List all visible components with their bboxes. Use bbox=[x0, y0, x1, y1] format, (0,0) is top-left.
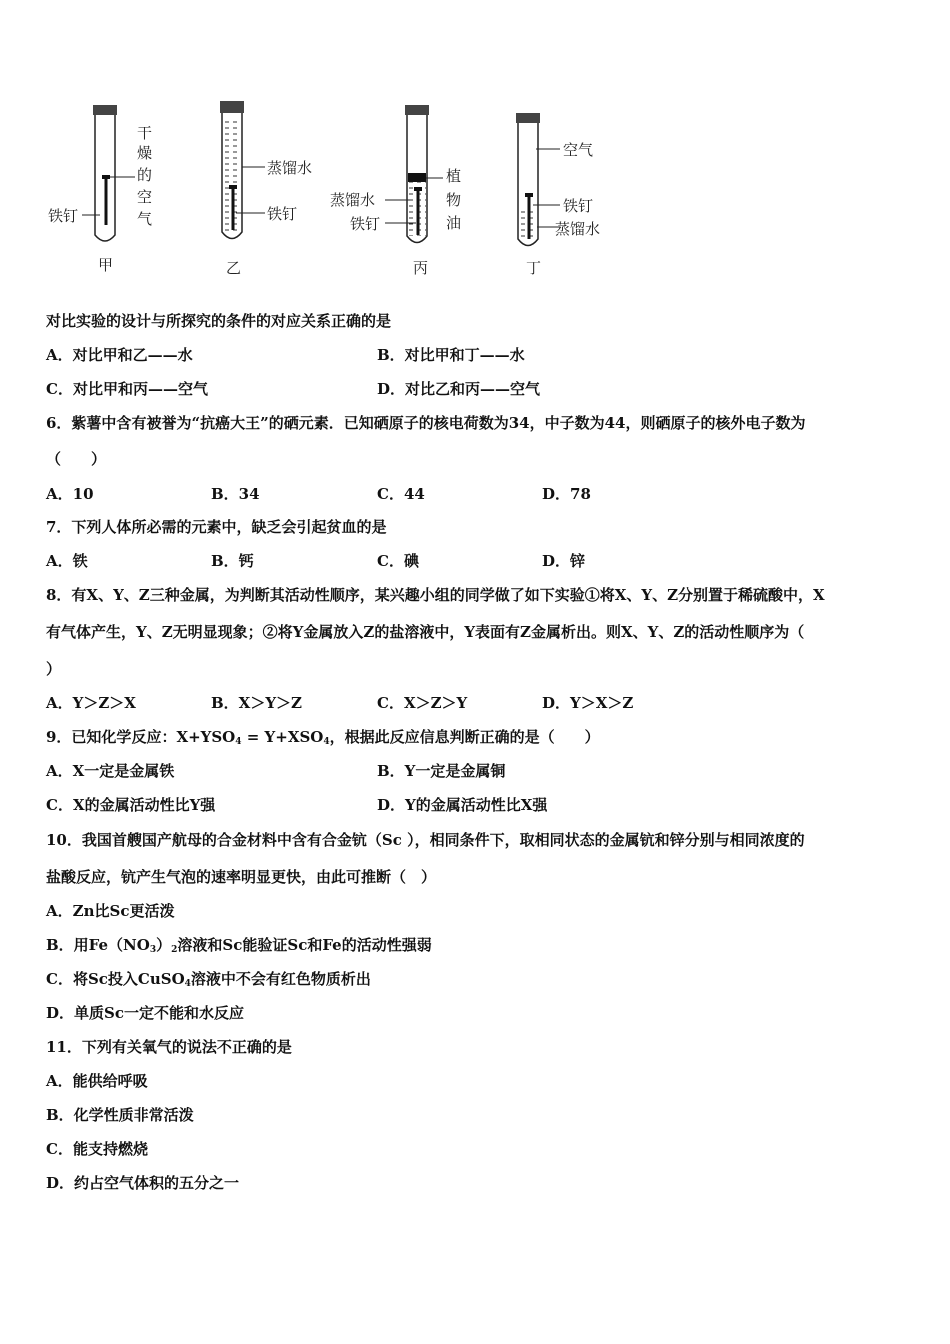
tube-yi-nail-label: 铁钉 bbox=[267, 205, 298, 223]
tube-bing-name: 丙 bbox=[413, 259, 429, 277]
tube-ding-nail-label: 铁钉 bbox=[563, 197, 594, 215]
q6-stem: 6．紫薯中含有被誉为“抗癌大王”的硒元素．已知硒原子的核电荷数为34，中子数为44，则硒原子的核外电子数为 bbox=[46, 414, 806, 432]
q6-stem-blank: （ ） bbox=[46, 450, 107, 468]
q8-option-b: B．X＞Y＞Z bbox=[211, 694, 302, 712]
q5-option-d: D．对比乙和丙——空气 bbox=[377, 380, 541, 398]
tube-jia bbox=[48, 105, 152, 274]
q7-stem: 7．下列人体所必需的元素中，缺乏会引起贫血的是 bbox=[46, 518, 387, 536]
q11-stem: 11．下列有关氧气的说法不正确的是 bbox=[46, 1038, 292, 1056]
tube-jia-side-label-3: 空 bbox=[137, 188, 153, 206]
tube-bing-side-label-2: 油 bbox=[446, 214, 462, 232]
q6-option-a: A．10 bbox=[46, 485, 94, 503]
iron-nail-rust-experiment-figure bbox=[40, 95, 640, 285]
q11-option-a: A．能供给呼吸 bbox=[46, 1072, 148, 1090]
q5-option-b: B．对比甲和丁——水 bbox=[377, 346, 525, 364]
q8-stem: 8．有X、Y、Z三种金属，为判断其活动性顺序，某兴趣小组的同学做了如下实验①将X、Y、Z分别置于稀硫酸中，X bbox=[46, 586, 825, 604]
q8-option-d: D．Y＞X＞Z bbox=[542, 694, 634, 712]
tube-yi-water-label: 蒸馏水 bbox=[267, 159, 313, 177]
q8-stem-line2: 有气体产生，Y、Z无明显现象；②将Y金属放入Z的盐溶液中，Y表面有Z金属析出。则X、Y、Z的活动性顺序为（ bbox=[46, 623, 805, 641]
tube-yi bbox=[220, 101, 312, 277]
vegetable-oil-layer bbox=[408, 173, 426, 182]
q8-stem-line3: ） bbox=[46, 660, 62, 678]
q5-option-a: A．对比甲和乙——水 bbox=[46, 346, 193, 364]
tube-ding bbox=[516, 113, 600, 277]
tube-ding-name: 丁 bbox=[526, 259, 542, 277]
q6-option-b: B．34 bbox=[211, 485, 260, 503]
tube-jia-side-label-1: 燥 bbox=[137, 144, 153, 162]
tube-jia-side-label-4: 气 bbox=[137, 210, 153, 228]
tube-jia-nail-label: 铁钉 bbox=[48, 207, 79, 225]
tube-ding-water-label: 蒸馏水 bbox=[555, 220, 601, 238]
tube-yi-name: 乙 bbox=[226, 259, 242, 277]
tube-jia-name: 甲 bbox=[98, 256, 114, 274]
q7-option-a: A．铁 bbox=[46, 552, 88, 570]
tube-bing-side-label-0: 植 bbox=[446, 167, 462, 185]
q5-stem: 对比实验的设计与所探究的条件的对应关系正确的是 bbox=[46, 312, 392, 330]
tube-bing-nail-label: 铁钉 bbox=[350, 215, 381, 233]
q10-option-a: A．Zn比Sc更活泼 bbox=[46, 902, 175, 920]
q6-option-d: D．78 bbox=[542, 485, 591, 503]
q10-stem: 10．我国首艘国产航母的合金材料中含有合金钪（Sc ），相同条件下，取相同状态的金属钪和锌分别与相同浓度的 bbox=[46, 831, 805, 849]
tube-bing-side-label-1: 物 bbox=[446, 191, 462, 209]
q11-option-d: D．约占空气体积的五分之一 bbox=[46, 1174, 240, 1192]
q7-option-d: D．锌 bbox=[542, 552, 586, 570]
q6-option-c: C．44 bbox=[377, 485, 425, 503]
q9-option-a: A．X一定是金属铁 bbox=[46, 762, 175, 780]
q9-option-d: D．Y的金属活动性比X强 bbox=[377, 796, 548, 814]
tube-jia-side-label-2: 的 bbox=[137, 166, 153, 184]
q10-stem-line2: 盐酸反应，钪产生气泡的速率明显更快，由此可推断（ ） bbox=[46, 868, 437, 886]
q7-option-b: B．钙 bbox=[211, 552, 254, 570]
tube-bing bbox=[330, 105, 461, 277]
q11-option-b: B．化学性质非常活泼 bbox=[46, 1106, 194, 1124]
q9-option-b: B．Y一定是金属铜 bbox=[377, 762, 506, 780]
q11-option-c: C．能支持燃烧 bbox=[46, 1140, 148, 1158]
q10-option-c: C．将Sc投入CuSO$_4$溶液中不会有红色物质析出 bbox=[46, 970, 371, 989]
q8-option-c: C．X＞Z＞Y bbox=[377, 694, 468, 712]
tube-jia-side-label-0: 干 bbox=[137, 124, 153, 142]
q7-option-c: C．碘 bbox=[377, 552, 419, 570]
q5-option-c: C．对比甲和丙——空气 bbox=[46, 380, 208, 398]
tube-ding-air-label: 空气 bbox=[563, 141, 594, 159]
q10-option-d: D．单质Sc一定不能和水反应 bbox=[46, 1004, 244, 1022]
q9-option-c: C．X的金属活动性比Y强 bbox=[46, 796, 216, 814]
q9-stem: 9．已知化学反应：$X+YSO_4 = Y+XSO_4$，根据此反应信息判断正确的是（ ） bbox=[46, 728, 600, 747]
q8-option-a: A．Y＞Z＞X bbox=[46, 694, 136, 712]
q10-option-b: B．用$Fe(NO_3)_2$溶液和Sc能验证Sc和Fe的活动性强弱 bbox=[46, 936, 432, 955]
tube-bing-water-label: 蒸馏水 bbox=[330, 191, 376, 209]
